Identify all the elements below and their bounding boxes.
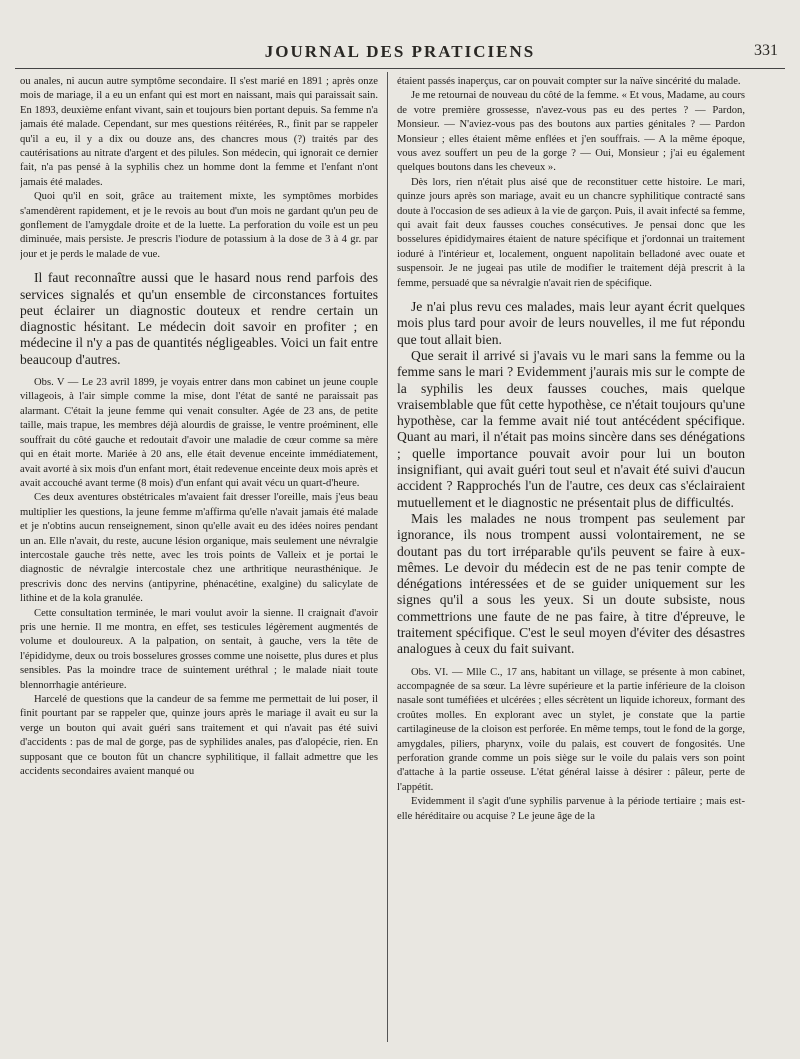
paragraph: étaient passés inaperçus, car on pouvait compter sur la naïve sincérité du malade. — [397, 76, 741, 87]
column-divider — [387, 72, 388, 1042]
paragraph: ou anales, ni aucun autre symptôme secondaire. Il s'est marié en 1891 ; après onze mois de mariage, il a eu un enfant qui est mort en naissant, mais qui paraissait sain. En 1893, deuxième enfant vivant, sain et toujours bien portant depuis. Sa femme n'a jamais été malade. Cependant, sur mes questions réitérées, R., finit par se rappeler qu'il a eu, il y a dix ou douze ans, des chancres mous (?) traités par des cautérisations au nitrate d'argent et des pilules. Son médecin, qui ignorait ce dernier fait, n'a pas pensé à la syphilis chez un homme dont la femme et l'enfant n'ont jamais été malades. — [20, 76, 378, 188]
paragraph: Obs. V — Le 23 avril 1899, je voyais entrer dans mon cabinet un jeune couple villageois, à l'air simple comme la mise, dont l'état de santé ne paraissait pas alarmant. C'était la jeune femme qui venait consulter. Agée de 23 ans, de petite taille, mais trapue, les membres déjà alourdis de graisse, le ventre proéminent, elle souffrait du côté gauche et redoutait d'avoir une maladie de cœur comme sa mère qui en était morte. Mariée à 20 ans, elle était devenue enceinte immédiatement, avait avorté à six mois d'un enfant mort, était redevenue enceinte deux mois après et avait accouché avant terme (8 mois) d'un enfant qui avait vécu un quart-d'heure. — [20, 377, 378, 489]
right-column — [397, 75, 745, 1045]
paragraph: Cette consultation terminée, le mari voulut avoir la sienne. Il craignait d'avoir pris une hernie. Il me montra, en effet, ses testicules légèrement augmentés de volume et douloureux. A la palpation, on sentait, à gauche, vers la tête de l'épididyme, deux ou trois bosselures grosses comme une noisette, plus dures et plus sensibles. Pas la moindre trace de suintement uréthral ; le malade niait toute blennorrhagie antérieure. — [20, 607, 378, 691]
page-number: 331 — [754, 42, 778, 59]
paragraph: Dès lors, rien n'était plus aisé que de reconstituer cette histoire. Le mari, quinze jours après son mariage, avait eu un chancre syphilitique contracté sans doute à l'occasion de ses adieux à la vie de garçon. Puis, il avait infecté sa femme, qui avait fait deux fausses couches consécutives. Je pensai donc que les bosselures épididymaires étaient de nature spécifique et j'ordonnai un traitement ioduré à l'intérieur et, localement, onguent napolitain belladoné avec ouate et suspensoir. Je ne jugeai pas utile de modifier le traitement déjà prescrit à la femme, persuadé que sa névralgie n'avait rien de spécifique. — [397, 176, 745, 289]
paragraph: Que serait il arrivé si j'avais vu le mari sans la femme ou la femme sans le mari ? Evidemment j'aurais mis sur le compte de la syphilis les deux fausses couches, mais quelque vraisemblable que fût cette hypothèse, ce n'était toujours qu'une hypothèse, car la femme avait nié tout antécédent spécifique. Quant au mari, il n'était pas moins sincère dans ses dénégations ; quelle importance pouvait avoir pour lui un bouton insignifiant, qui avait guéri tout seul et n'avait été suivi d'aucun accident ? Rapprochés l'un de l'autre, ces deux cas s'éclairaient mutuellement et le diagnostic ne présentait plus de difficultés. — [397, 347, 745, 510]
paragraph: Je n'ai plus revu ces malades, mais leur ayant écrit quelques mois plus tard pour avoir de leurs nouvelles, il me fut répondu que tout allait bien. — [397, 299, 745, 347]
paragraph: Quoi qu'il en soit, grâce au traitement mixte, les symptômes morbides s'amendèrent rapidement, et je le revois au bout d'un mois ne gardant qu'un peu de gonflement de l'amygdale droite et de la luette. La perforation du voile est un peu diminuée, mais persiste. Je prescris l'iodure de potassium à la dose de 3 à 4 gr. par jour et je perds le malade de vue. — [20, 191, 378, 260]
paragraph: Harcelé de questions que la candeur de sa femme me permettait de lui poser, il finit pourtant par se rappeler que, quinze jours après le mariage il avait eu sur la verge un bouton qui avait guéri sans traitement et qui n'avait pas été suivi d'accidents : pas de mal de gorge, pas de syphilides anales, pas d'alopécie, rien. En supposant que ce bouton fût un chancre syphilitique, il fallait admettre que les accidents secondaires avaient manqué ou — [20, 694, 378, 778]
paragraph: Evidemment il s'agit d'une syphilis parvenue à la période tertiaire ; mais est-elle héréditaire ou acquise ? Le jeune âge de la — [397, 796, 745, 822]
header-rule — [15, 68, 785, 69]
paragraph: Mais les malades ne nous trompent pas seulement par ignorance, ils nous trompent aussi volontairement, ne se doutant pas du tort irréparable qu'ils peuvent se faire à eux-mêmes. Le devoir du médecin est de ne pas tenir compte de dénégations intéressées et de se guider uniquement sur les signes qu'il a sous les yeux. Si un doute subsiste, nous commettrions une faute de ne pas faire, à titre d'épreuve, le traitement spécifique. C'est le seul moyen d'éviter des désastres analogues à ceux du fait suivant. — [397, 510, 745, 657]
paragraph: Je me retournai de nouveau du côté de la femme. « Et vous, Madame, au cours de votre première grossesse, n'avez-vous pas eu des pertes ? — Pardon, Monsieur. — N'aviez-vous pas des boutons aux parties génitales ? — Pardon Monsieur ; elles étaient même enflées et j'en souffrais. — A la même époque, vous avez souffert un peu de la gorge ? — Oui, Monsieur ; j'ai eu également quelques boutons dans les cheveux ». — [397, 90, 745, 174]
left-column — [20, 75, 378, 1045]
paragraph: Obs. VI. — Mlle C., 17 ans, habitant un village, se présente à mon cabinet, accompagnée de sa sœur. La lèvre supérieure et la partie inférieure de la cloison nasale sont tuméfiées et ulcérées ; elles sécrètent un liquide ichoreux, formant des croûtes molles. En explorant avec un stylet, je constate que la partie cartilagineuse de la cloison est perforée. En même temps, tout le fond de la gorge, amygdales, piliers, pharynx, voile du palais, est couvert de fongosités. Une perforation grande comme un pois siège sur le voile du palais vers son point d'attache à la partie osseuse. L'état général laisse à désirer : pâleur, perte de l'appétit. — [397, 666, 745, 793]
journal-title: JOURNAL DES PRATICIENS — [264, 42, 536, 61]
paragraph: Ces deux aventures obstétricales m'avaient fait dresser l'oreille, mais j'eus beau multiplier les questions, la jeune femme m'affirma qu'elle n'avait jamais été malade et je n'obtins aucun renseignement, sinon qu'elle avait eu des idées noires pendant un an. Elle n'avait, du reste, aucune lésion organique, mais seulement une névralgie intercostale gauche très nette, avec les trois points de Valleix et je portai le diagnostic de névralgie intercostale chez une arthritique neurasthénique. Je prescrivis donc des nervins (antipyrine, phénacétine, exalgine) du salicylate de lithine et de la kola granulée. — [20, 492, 378, 605]
page-header — [0, 0, 800, 62]
paragraph: Il faut reconnaître aussi que le hasard nous rend parfois des services signalés et qu'un ensemble de circonstances fortuites peut éclairer un diagnostic douteux et rendre certain un diagnostic hésitant. Le médecin doit savoir en profiter ; en médecine il n'y a pas de quantités négligeables. Voici un fait entre beaucoup d'autres. — [20, 270, 378, 367]
